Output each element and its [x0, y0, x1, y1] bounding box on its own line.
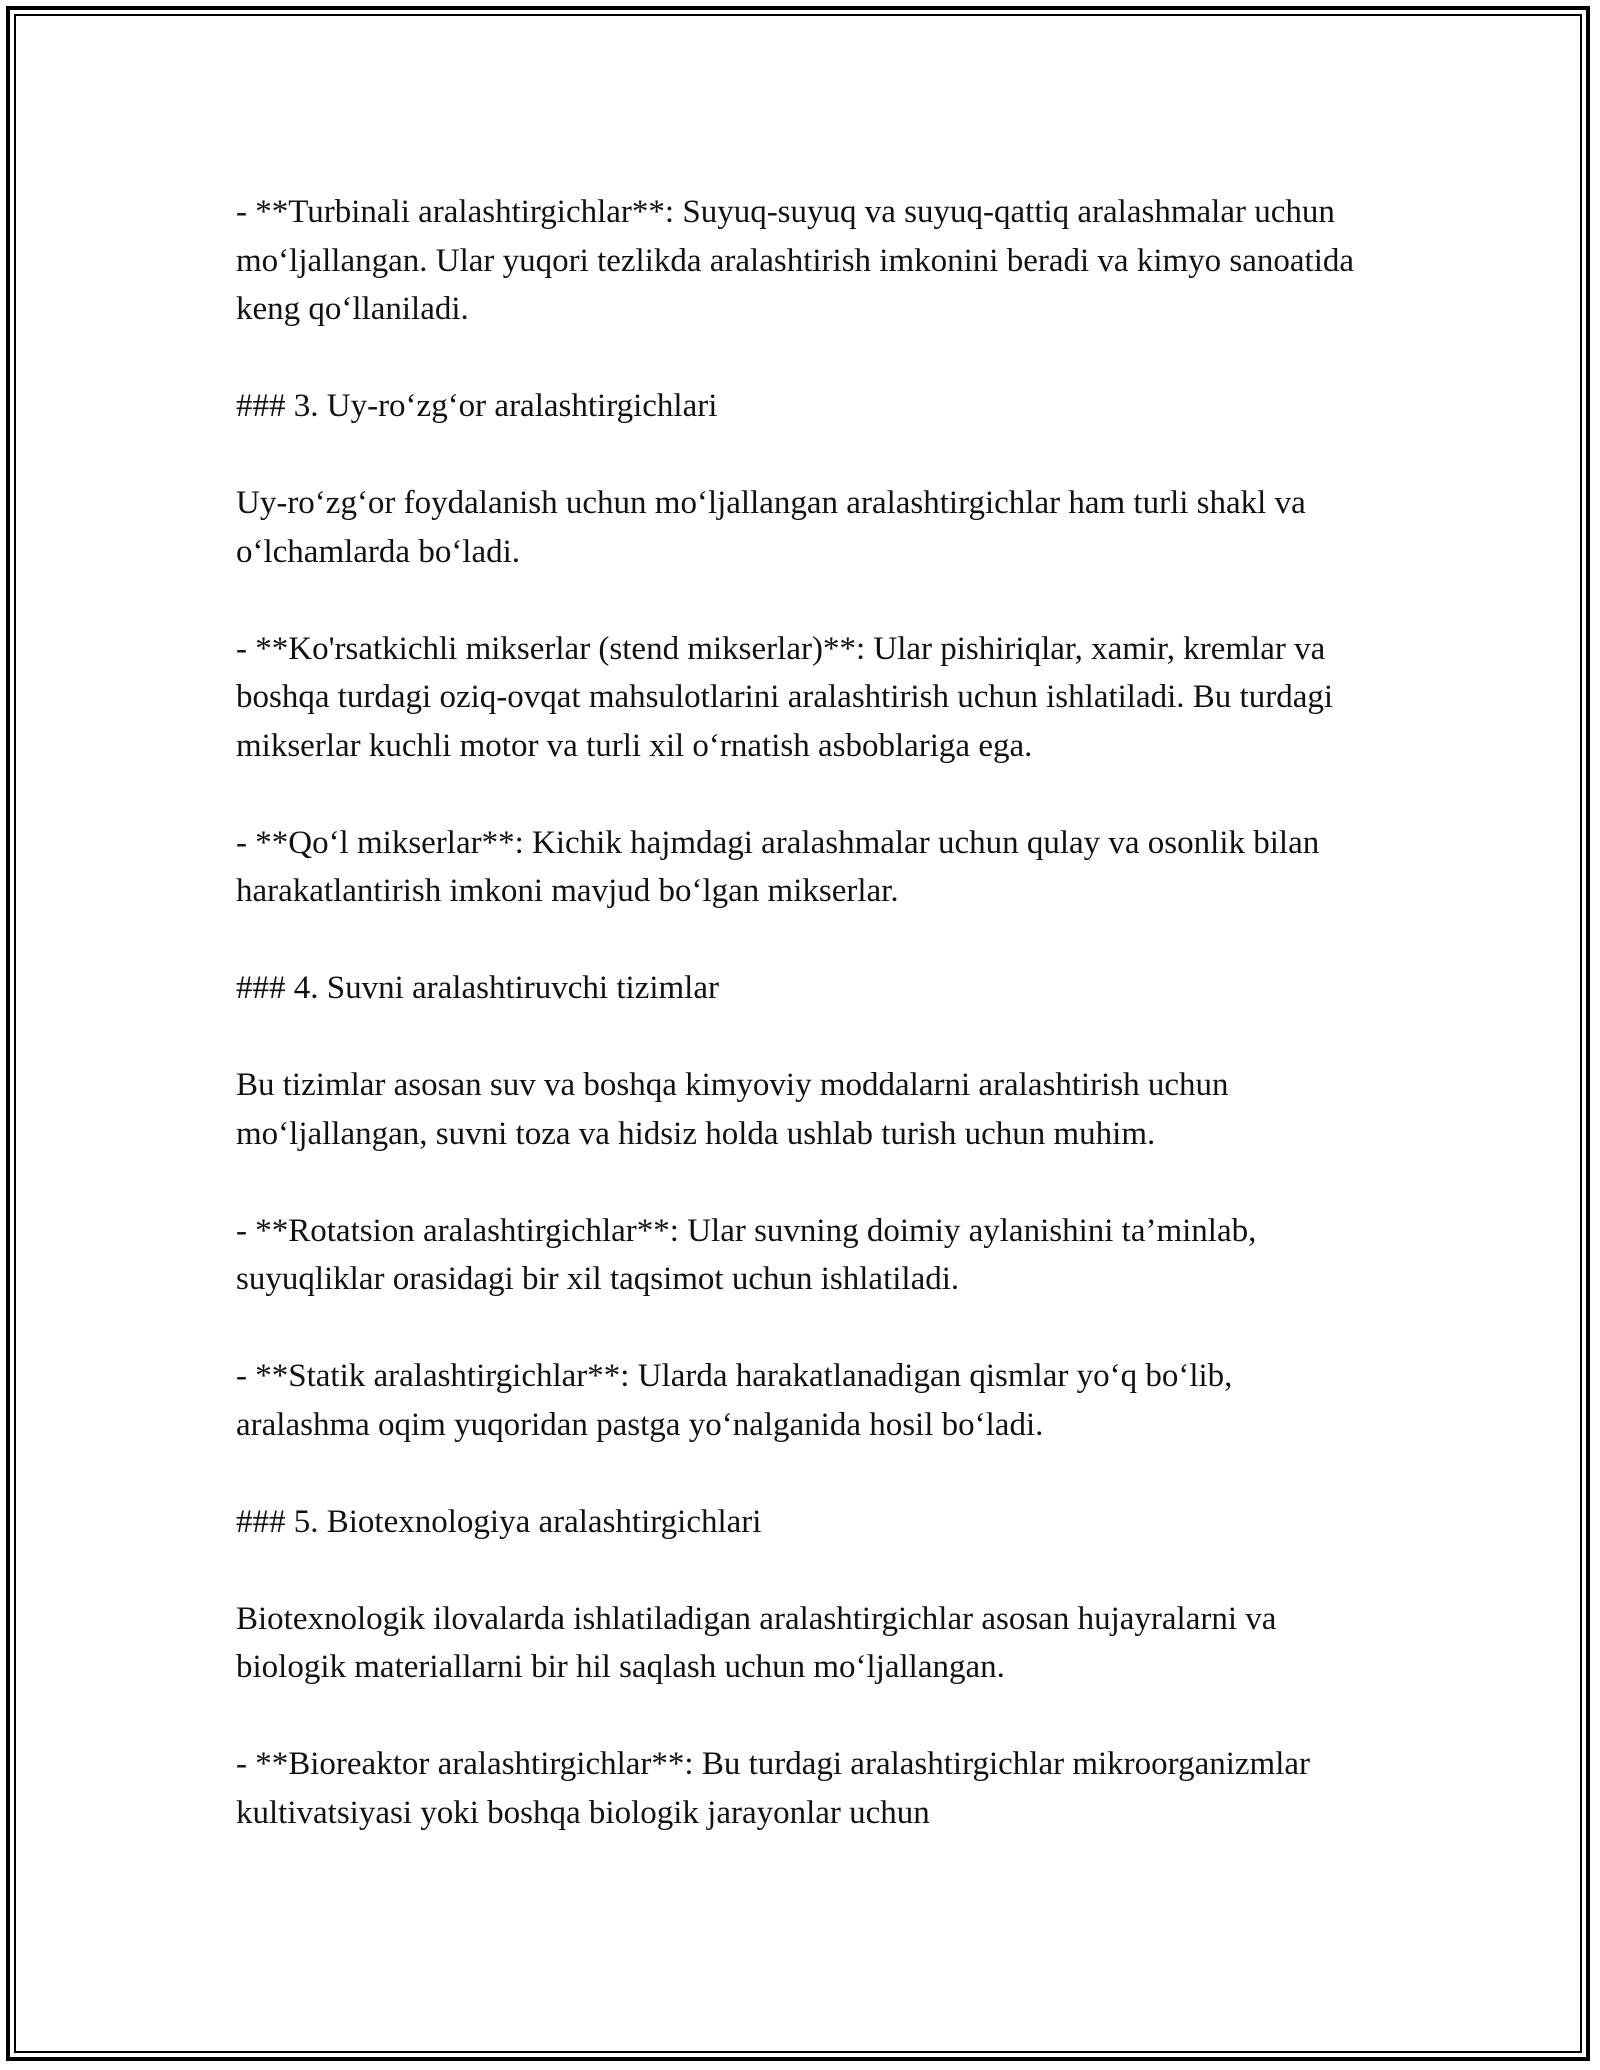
paragraph-suv-tizimlar-intro: Bu tizimlar asosan suv va boshqa kimyoviy moddalarni aralashtirish uchun mo‘ljallangan, suvni toza va hidsiz holda ushlab turish uchun muhim.: [236, 1067, 1229, 1152]
paragraph-biotexnologik-intro: Biotexnologik ilovalarda ishlatiladigan aralashtirgichlar asosan hujayralarni va biologik materiallarni bir hil saqlash uchun mo‘ljallangan.: [236, 1600, 1277, 1685]
document-body: [236, 188, 1366, 1886]
paragraph-bioreaktor: - **Bioreaktor aralashtirgichlar**: Bu turdagi aralashtirgichlar mikroorganizmlar kultivatsiyasi yoki boshqa biologik jarayonlar uchun: [236, 1746, 1310, 1831]
paragraph-stend-mikserlar: - **Ko'rsatkichli mikserlar (stend mikserlar)**: Ular pishiriqlar, xamir, kremlar va boshqa turdagi oziq-ovqat mahsulotlarini aralashtirish uchun ishlatiladi. Bu turdagi mikserlar kuchli motor va turli xil o‘rnatish asboblariga ega.: [236, 630, 1334, 764]
heading-suvni-aralashtiruvchi: ### 4. Suvni aralashtiruvchi tizimlar: [236, 970, 719, 1006]
heading-uy-rozgor: ### 3. Uy-ro‘zg‘or aralashtirgichlari: [236, 388, 718, 424]
paragraph-turbinali: - **Turbinali aralashtirgichlar**: Suyuq-suyuq va suyuq-qattiq aralashmalar uchun mo‘ljallangan. Ular yuqori tezlikda aralashtirish imkonini beradi va kimyo sanoatida keng qo‘llaniladi.: [236, 194, 1355, 327]
paragraph-qol-mikserlar: - **Qo‘l mikserlar**: Kichik hajmdagi aralashmalar uchun qulay va osonlik bilan harakatlantirish imkoni mavjud bo‘lgan mikserlar.: [236, 824, 1320, 909]
paragraph-rotatsion: - **Rotatsion aralashtirgichlar**: Ular suvning doimiy aylanishini ta’minlab, suyuqliklar orasidagi bir xil taqsimot uchun ishlatiladi.: [236, 1212, 1257, 1297]
heading-biotexnologiya: ### 5. Biotexnologiya aralashtirgichlari: [236, 1503, 762, 1540]
paragraph-uy-rozgor-intro: Uy-ro‘zg‘or foydalanish uchun mo‘ljallangan aralashtirgichlar ham turli shakl va o‘lchamlarda bo‘ladi.: [236, 485, 1306, 570]
paragraph-statik: - **Statik aralashtirgichlar**: Ularda harakatlanadigan qismlar yo‘q bo‘lib, aralashma oqim yuqoridan pastga yo‘nalganida hosil bo‘ladi.: [236, 1358, 1233, 1443]
